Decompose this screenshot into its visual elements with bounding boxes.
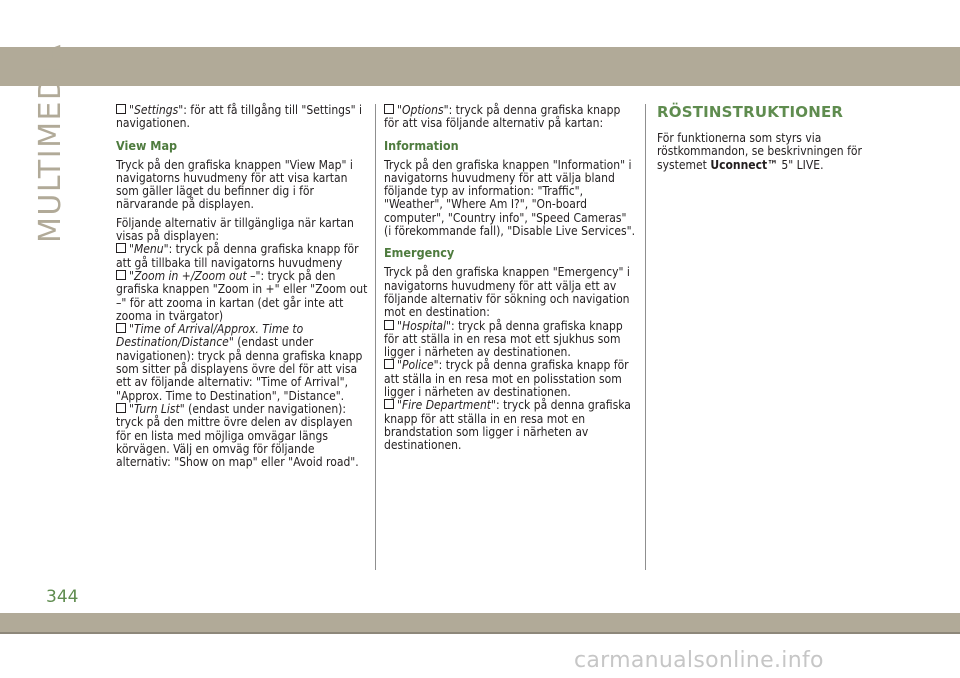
bullet-square-icon [384, 359, 394, 369]
zoom-item: "Zoom in +/Zoom out –": tryck på den grafiska knappen "Zoom in +" eller "Zoom out –" för att zooma in kartan (det går inte att zooma in tvärgator) [116, 268, 368, 323]
term-zoom: Zoom in +/Zoom out – [133, 268, 256, 283]
paragraph: Tryck på den grafiska knappen "Information" i navigatorns huvudmeny för att välja bland följande typ av information: "Traffic", "Weather", "Where Am I?", "On-board computer", "Country info", "Speed Cameras" (i förekommande fall), "Disable Live Services". [384, 157, 636, 239]
term-arrival: Time of Arrival/Approx. Time to Destination/Distance [116, 322, 304, 350]
header-band [0, 47, 960, 86]
page-number: 344 [46, 587, 79, 607]
heading-view-map: View Map [116, 137, 178, 153]
column-divider [645, 104, 646, 570]
term-turn-list: Turn List [133, 401, 180, 416]
settings-item: "Settings": för att få tillgång till "Settings" i navigationen. [116, 103, 363, 131]
term-options: Options [401, 103, 444, 117]
term-menu: Menu [133, 242, 164, 257]
turn-list-item: "Turn List" (endast under navigationen): tryck på den mittre övre delen av displayen för en lista med möjliga omvägar längs körvägen. Välj en omväg för följande alternativ: "Show on map" eller "Avoid road". [116, 401, 359, 470]
heading-emergency: Emergency [384, 245, 455, 261]
bullet-square-icon [116, 323, 126, 333]
watermark-text: carmanualsonline.info [574, 648, 824, 673]
bullet-square-icon [116, 403, 126, 413]
bullet-square-icon [384, 399, 394, 409]
hospital-item: "Hospital": tryck på denna grafiska knapp för att ställa in en resa mot ett sjukhus som ligger i närheten av destinationen. [384, 318, 623, 360]
heading-rostinstruktioner: RÖSTINSTRUKTIONER [657, 103, 844, 121]
paragraph: För funktionerna som styrs via röstkommandon, se beskrivningen för systemet Uconnect™ 5" LIVE. [657, 131, 862, 172]
paragraph: Följande alternativ är tillgängliga när kartan visas på displayen: [116, 215, 354, 244]
paragraph: Tryck på den grafiska knappen "View Map" i navigatorns huvudmeny för att visa kartan som gäller läget du befinner dig i för närvarande på displayen. [116, 157, 353, 212]
menu-item: "Menu": tryck på denna grafiska knapp för att gå tillbaka till navigatorns huvudmeny [116, 242, 359, 270]
bullet-square-icon [116, 104, 126, 114]
fire-department-item: "Fire Department": tryck på denna grafiska knapp för att ställa in en resa mot en brandstation som ligger i närheten av destinationen. [384, 398, 631, 453]
bullet-square-icon [384, 104, 394, 114]
term-settings: Settings [133, 103, 179, 117]
column-1 [116, 104, 368, 469]
section-title: MULTIMEDIA [33, 43, 68, 243]
column-divider [375, 104, 376, 570]
bullet-square-icon [116, 270, 126, 280]
footer-rule [0, 632, 960, 634]
police-item: "Police": tryck på denna grafiska knapp för att ställa in en resa mot en polisstation som ligger i närheten av destinationen. [384, 358, 629, 400]
heading-information: Information [384, 137, 459, 153]
bullet-square-icon [384, 320, 394, 330]
term-police: Police [401, 358, 434, 373]
term-hospital: Hospital [401, 318, 447, 333]
term-fire-department: Fire Department [401, 398, 492, 413]
column-3 [657, 104, 892, 177]
footer-band [0, 613, 960, 632]
brand-name: Uconnect™ [710, 157, 778, 172]
column-2 [384, 104, 636, 453]
arrival-item: "Time of Arrival/Approx. Time to Destination/Distance" (endast under navigationen): tryck på denna grafiska knapp som sitter på displayens övre del för att visa ett av följande alternativ: "Time of Arrival", "Approx. Time to Destination", "Distance". [116, 322, 363, 403]
bullet-square-icon [116, 243, 126, 253]
options-item: "Options": tryck på denna grafiska knapp för att visa följande alternativ på kartan: [384, 103, 621, 131]
paragraph: Tryck på den grafiska knappen "Emergency" i navigatorns huvudmeny för att välja ett av följande alternativ för sökning och navigation mot en destination: [384, 265, 630, 320]
